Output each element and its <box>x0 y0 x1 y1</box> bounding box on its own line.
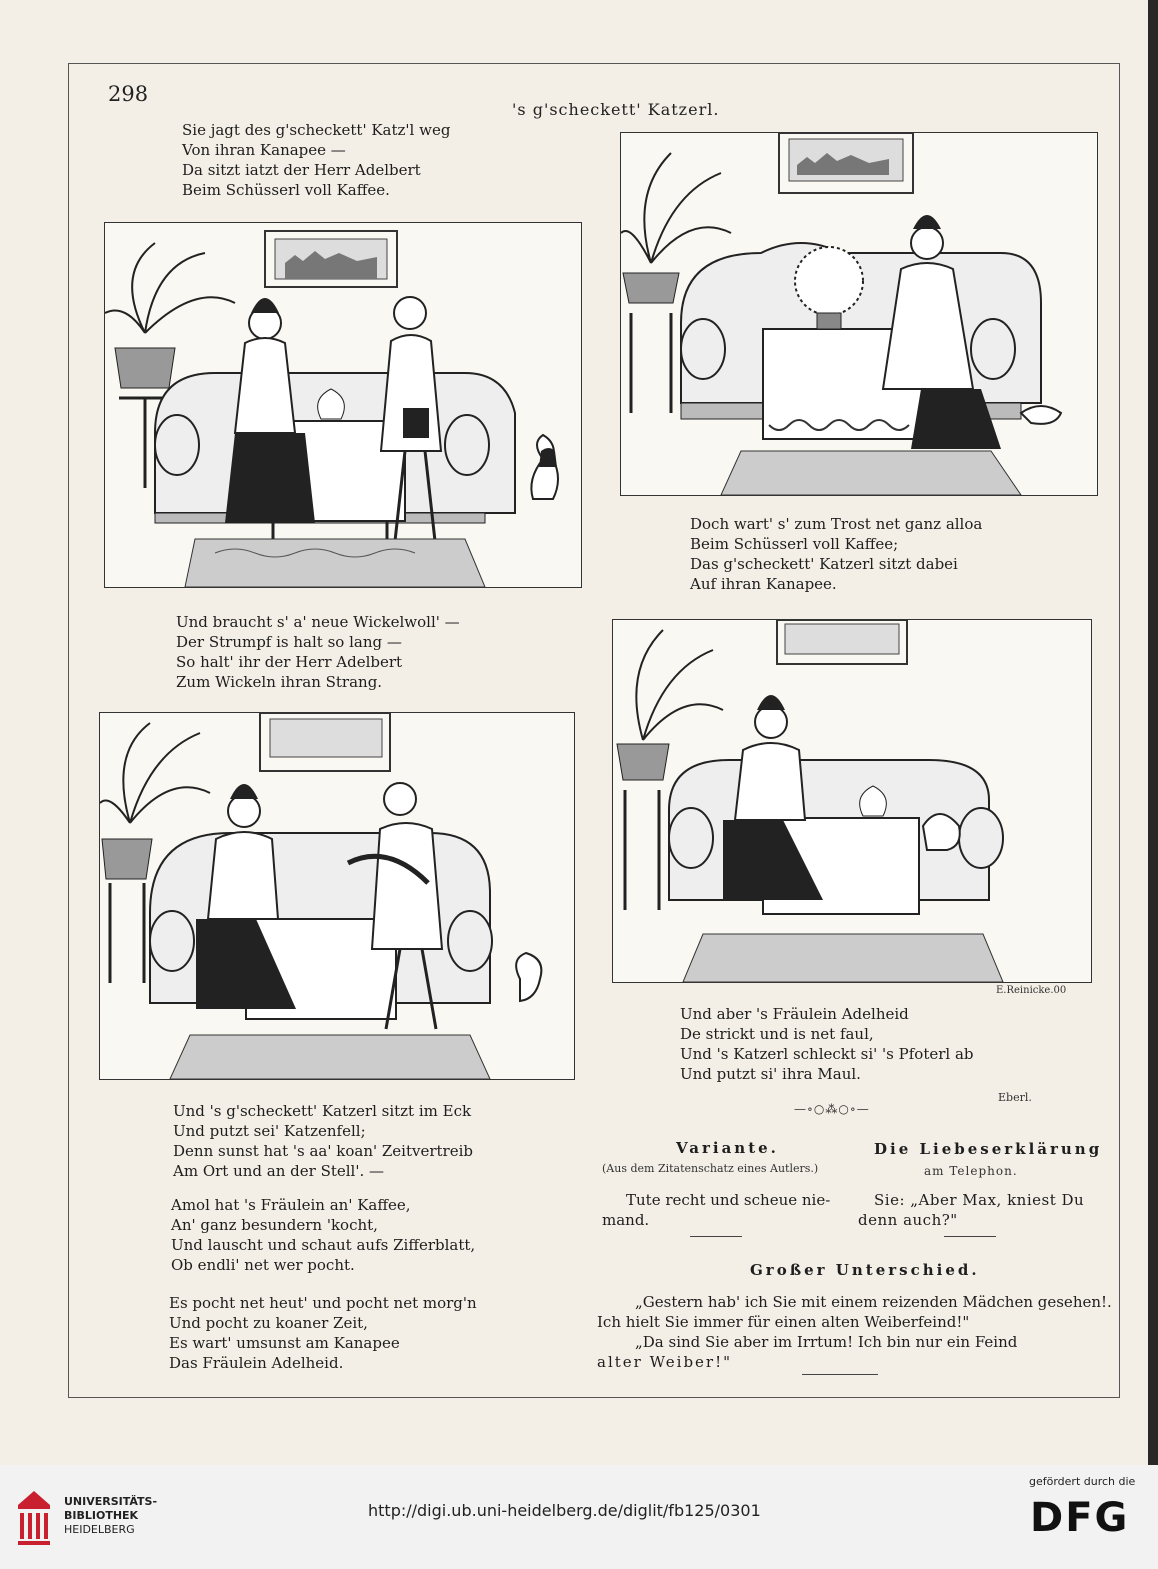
library-name-line: UNIVERSITÄTS- <box>64 1495 158 1508</box>
prose-line: Sie: „Aber Max, kniest Du <box>874 1191 1085 1209</box>
verse-line: Und braucht s' a' neue Wickelwoll' — <box>176 613 460 631</box>
section-rule <box>690 1236 742 1237</box>
funded-by-label: gefördert durch die <box>1029 1475 1136 1488</box>
verse-line: Amol hat 's Fräulein an' Kaffee, <box>171 1196 411 1214</box>
stanza-1 <box>182 120 450 200</box>
verse-line: Und putzt si' ihra Maul. <box>680 1065 861 1083</box>
prose-line: „Gestern hab' ich Sie mit einem reizenden Mädchen gesehen!. <box>635 1293 1112 1311</box>
drawing-woman-knitting-with-cat <box>613 620 1091 982</box>
library-name-line: HEIDELBERG <box>64 1523 135 1536</box>
illustration-panel-3 <box>612 619 1092 983</box>
verse-line: Von ihran Kanapee — <box>182 141 346 159</box>
ornament-divider: —∘○⁂○∘— <box>794 1102 870 1116</box>
verse-line: So halt' ihr der Herr Adelbert <box>176 653 403 671</box>
verse-line: Der Strumpf is halt so lang — <box>176 633 402 651</box>
verse-line: Doch wart' s' zum Trost net ganz alloa <box>690 515 983 533</box>
university-library-logo-icon <box>14 1487 54 1547</box>
library-name <box>64 1495 157 1537</box>
section-rule <box>944 1236 996 1237</box>
stanza-6 <box>171 1195 475 1275</box>
stanza-2 <box>690 514 982 594</box>
verse-line: Am Ort und an der Stell'. — <box>173 1162 385 1180</box>
verse-line: Das Fräulein Adelheid. <box>169 1354 344 1372</box>
verse-line: Es pocht net heut' und pocht net morg'n <box>169 1294 477 1312</box>
verse-line: Und 's Katzerl schleckt si' 's Pfoterl ab <box>680 1045 974 1063</box>
stanza-7 <box>169 1293 477 1373</box>
illustration-panel-2 <box>620 132 1098 496</box>
unterschied-text <box>597 1292 1112 1372</box>
verse-line: Das g'scheckett' Katzerl sitzt dabei <box>690 555 958 573</box>
illustration-panel-1 <box>104 222 582 588</box>
permalink-url[interactable]: http://digi.ub.uni-heidelberg.de/diglit/fb125/0301 <box>368 1501 761 1520</box>
verse-line: Es wart' umsunst am Kanapee <box>169 1334 400 1352</box>
prose-line: Ich hielt Sie immer für einen alten Weiberfeind!" <box>597 1313 970 1331</box>
running-title: 's g'scheckett' Katzerl. <box>512 100 720 119</box>
prose-line: denn auch?" <box>858 1211 958 1229</box>
author-name: Eberl. <box>998 1091 1032 1104</box>
variante-text <box>602 1190 830 1230</box>
prose-line: „Da sind Sie aber im Irrtum! Ich bin nur ein Feind <box>635 1333 1018 1351</box>
library-name-line: BIBLIOTHEK <box>64 1509 139 1522</box>
verse-line: Da sitzt iatzt der Herr Adelbert <box>182 161 421 179</box>
verse-line: Beim Schüsserl voll Kaffee. <box>182 181 390 199</box>
stanza-4 <box>680 1004 974 1084</box>
drawing-woman-alone-with-flowers <box>621 133 1097 495</box>
prose-line: mand. <box>602 1211 650 1229</box>
drawing-couple-winding-yarn <box>100 713 574 1079</box>
dfg-logo: DFG <box>1030 1495 1130 1541</box>
verse-line: Und aber 's Fräulein Adelheid <box>680 1005 909 1023</box>
stanza-5 <box>173 1101 473 1181</box>
verse-line: Und pocht zu koaner Zeit, <box>169 1314 368 1332</box>
verse-line: Und putzt sei' Katzenfell; <box>173 1122 366 1140</box>
verse-line: Auf ihran Kanapee. <box>690 575 837 593</box>
liebeserklaerung-title: Die Liebeserklärung <box>874 1140 1103 1158</box>
verse-line: Ob endli' net wer pocht. <box>171 1256 355 1274</box>
unterschied-title: Großer Unterschied. <box>750 1261 980 1279</box>
drawing-couple-at-coffee-table <box>105 223 581 587</box>
page-number: 298 <box>108 82 149 106</box>
verse-line: An' ganz besundern 'kocht, <box>171 1216 378 1234</box>
artist-signature: E.Reinicke.00 <box>996 985 1067 996</box>
stanza-3 <box>176 612 460 692</box>
prose-line: Tute recht und scheue nie- <box>626 1191 831 1209</box>
liebeserklaerung-text <box>858 1190 1084 1230</box>
verse-line: Sie jagt des g'scheckett' Katz'l weg <box>182 121 451 139</box>
illustration-panel-4 <box>99 712 575 1080</box>
variante-title: Variante. <box>676 1139 779 1157</box>
liebeserklaerung-subtitle: am Telephon. <box>924 1164 1018 1178</box>
verse-line: Und 's g'scheckett' Katzerl sitzt im Eck <box>173 1102 472 1120</box>
variante-subtitle: (Aus dem Zitatenschatz eines Autlers.) <box>602 1162 819 1175</box>
verse-line: Und lauscht und schaut aufs Zifferblatt, <box>171 1236 476 1254</box>
verse-line: De strickt und is net faul, <box>680 1025 874 1043</box>
section-rule <box>802 1374 878 1375</box>
verse-line: Beim Schüsserl voll Kaffee; <box>690 535 899 553</box>
verse-line: Denn sunst hat 's aa' koan' Zeitvertreib <box>173 1142 474 1160</box>
prose-line: alter Weiber!" <box>597 1353 733 1371</box>
verse-line: Zum Wickeln ihran Strang. <box>176 673 383 691</box>
viewer-footer <box>0 1465 1158 1569</box>
